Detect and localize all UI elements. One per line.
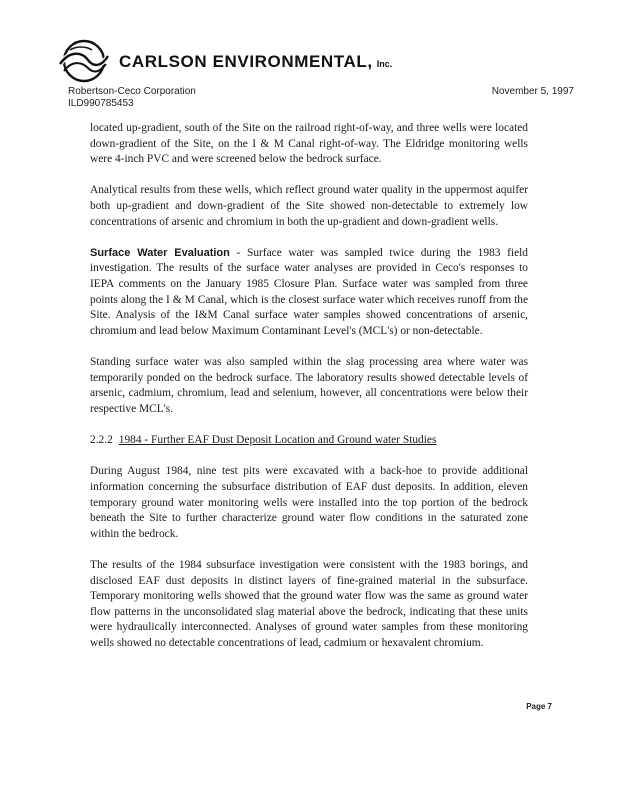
paragraph-6: The results of the 1984 subsurface investigation were consistent with the 1983 borings, and disclosed EAF dust deposits in distinct layers of fine-grained material in the subsurface. Temporary monitoring wells showed that the ground water flow was the same as ground water flow patterns in the unconsolidated slag material above the bedrock, indicating that these units were hydraulically interconnected. Analyses of ground water samples from these monitoring wells showed no detectable concentrations of lead, cadmium or hexavalent chromium. bbox=[90, 559, 528, 649]
section-title: 1984 - Further EAF Dust Deposit Location and Ground water Studies bbox=[118, 434, 437, 447]
company-name bbox=[119, 52, 392, 72]
company-name-text: CARLSON ENVIRONMENTAL, bbox=[119, 52, 373, 71]
paragraph-5: During August 1984, nine test pits were excavated with a back-hoe to provide additional information concerning the subsurface distribution of EAF dust deposits. In addition, eleven temporary ground water monitoring wells were installed into the top portion of the bedrock beneath the Site to further characterize ground water flow conditions in the saturated zone within the bedrock. bbox=[90, 465, 528, 540]
client-name: Robertson-Ceco Corporation bbox=[68, 86, 196, 97]
section-number: 2.2.2 bbox=[90, 434, 113, 447]
section-heading bbox=[90, 433, 528, 449]
surface-water-heading: Surface Water Evaluation bbox=[90, 246, 230, 259]
page-number: Page 7 bbox=[526, 702, 552, 711]
carlson-logo bbox=[58, 38, 110, 84]
paragraph-3-text: - Surface water was sampled twice during the 1983 field investigation. The results of the surface water analyses are provided in Ceco's responses to IEPA comments on the January 1985 Closure Plan. Surface water was sampled from three points along the I & M Canal, which is the closest surface water which receives runoff from the Site. Analysis of the I&M Canal surface water samples showed concentrations of arsenic, chromium and lead below Maximum Contaminant Level's (MCL's) or non-detectable. bbox=[90, 246, 528, 337]
paragraph-1: located up-gradient, south of the Site on the railroad right-of-way, and three wells were located down-gradient of the Site, on the I & M Canal right-of-way. The Eldridge monitoring wells were 4-inch PVC and were screened below the bedrock surface. bbox=[90, 122, 528, 166]
site-id: ILD990785453 bbox=[68, 98, 134, 109]
paragraph-4: Standing surface water was also sampled within the slag processing area where water was temporarily ponded on the bedrock surface. The laboratory results showed detectable levels of arsenic, cadmium, chromium, lead and selenium, however, all concentrations were below their respective MCL's. bbox=[90, 355, 528, 415]
document-meta bbox=[68, 86, 196, 110]
paragraph-3 bbox=[90, 246, 528, 340]
company-suffix: Inc. bbox=[376, 59, 393, 69]
document-date: November 5, 1997 bbox=[491, 86, 574, 97]
document-body bbox=[90, 121, 528, 667]
paragraph-2: Analytical results from these wells, which reflect ground water quality in the uppermost aquifer both up-gradient and down-gradient of the Site showed non-detectable to extremely low concentrations of arsenic and chromium in both the up-gradient and down-gradient wells. bbox=[90, 184, 528, 228]
